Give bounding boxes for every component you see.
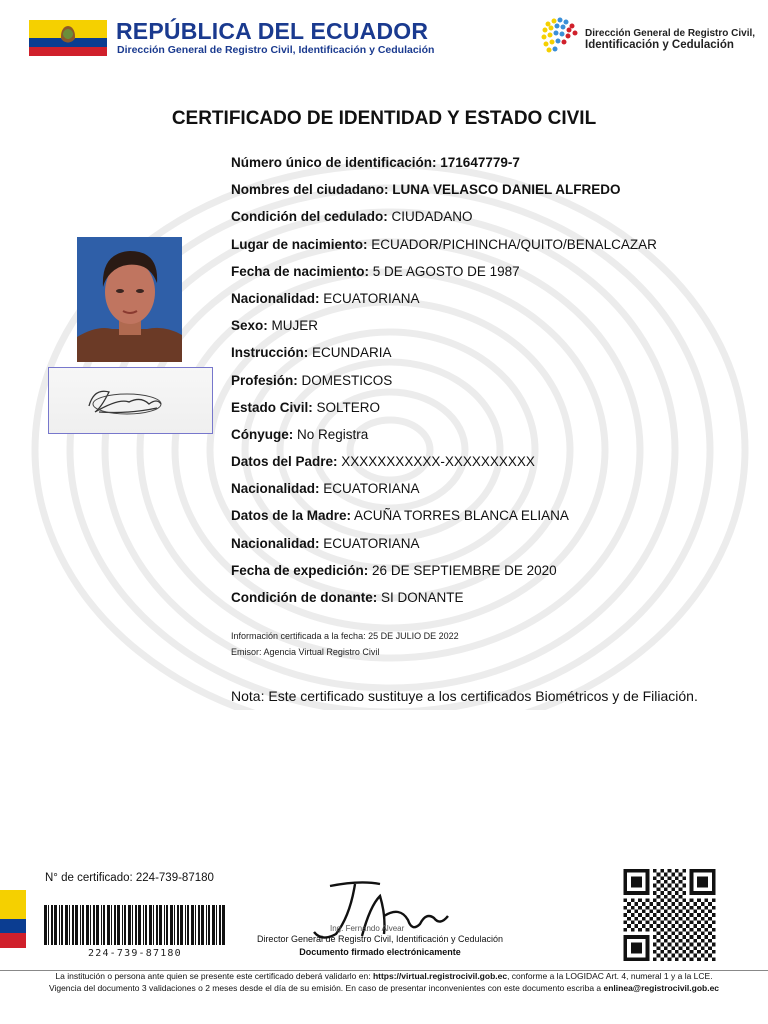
field-row xyxy=(231,398,751,425)
field-label: Datos de la Madre: xyxy=(231,508,352,524)
support-email-link[interactable]: enlinea@registrocivil.gob.ec xyxy=(603,983,720,993)
qr-code xyxy=(621,869,718,961)
field-label: Condición de donante: xyxy=(231,590,378,605)
field-value: XXXXXXXXXXX-XXXXXXXXXX xyxy=(337,454,535,470)
field-value: 5 DE AGOSTO DE 1987 xyxy=(369,263,520,279)
field-row xyxy=(231,479,751,506)
field-row xyxy=(231,235,751,262)
field-row xyxy=(231,316,751,343)
field-label: Nacionalidad: xyxy=(231,481,320,497)
field-label: Número único de identificación: xyxy=(231,155,437,170)
field-value: DOMESTICOS xyxy=(297,372,393,388)
field-value: 171647779-7 xyxy=(436,155,520,170)
field-label: Fecha de expedición: xyxy=(231,562,369,578)
validation-link[interactable]: https://virtual.registrocivil.gob.ec xyxy=(372,971,508,981)
field-row xyxy=(231,371,751,398)
agency-subtitle: Dirección General de Registro Civil, Identificación y Cedulación xyxy=(117,44,435,56)
field-value: ECUADOR/PICHINCHA/QUITO/BENALCAZAR xyxy=(367,236,657,252)
field-value: SOLTERO xyxy=(312,399,381,415)
citizen-signature-box xyxy=(48,367,213,434)
field-row xyxy=(231,534,751,561)
field-value: ECUATORIANA xyxy=(319,535,420,551)
director-title: Director General de Registro Civil, Identificación y Cedulación xyxy=(256,934,504,944)
certified-date: Información certificada a la fecha: 25 DE JULIO DE 2022 xyxy=(231,631,459,641)
field-row xyxy=(231,262,751,289)
field-row xyxy=(231,588,751,615)
field-value: No Registra xyxy=(293,426,369,442)
identity-fields xyxy=(231,153,751,615)
field-value: MUJER xyxy=(267,318,319,334)
field-label: Lugar de nacimiento: xyxy=(231,236,368,252)
field-row xyxy=(231,180,751,207)
signer-name: Ing. Fernando Alvear xyxy=(330,924,405,933)
validation-text: La institución o persona ante quien se presente este certificado deberá validarlo en: xyxy=(55,971,373,981)
field-label: Instrucción: xyxy=(231,345,309,361)
field-label: Sexo: xyxy=(231,318,268,334)
citizen-photo xyxy=(77,237,182,362)
field-value: LUNA VELASCO DANIEL ALFREDO xyxy=(388,182,621,198)
logo-text-line1: Dirección General de Registro Civil, xyxy=(585,28,756,39)
citizen-signature xyxy=(49,368,212,433)
certificate-number: N° de certificado: 224-739-87180 xyxy=(45,872,214,884)
field-value: ACUÑA TORRES BLANCA ELIANA xyxy=(351,508,569,524)
field-label: Nombres del ciudadano: xyxy=(231,182,389,198)
field-label: Nacionalidad: xyxy=(231,535,320,551)
country-title: REPÚBLICA DEL ECUADOR xyxy=(116,18,429,44)
field-row xyxy=(231,289,751,316)
field-row xyxy=(231,207,751,234)
note-text: Nota: Este certificado sustituye a los certificados Biométricos y de Filiación. xyxy=(231,688,698,704)
logo-text-line2: Identificación y Cedulación xyxy=(585,39,734,51)
field-value: CIUDADANO xyxy=(387,209,473,225)
field-label: Fecha de nacimiento: xyxy=(231,263,370,279)
field-label: Condición del cedulado: xyxy=(231,209,388,225)
field-label: Profesión: xyxy=(231,372,298,388)
field-row xyxy=(231,153,751,180)
field-label: Cónyuge: xyxy=(231,426,294,442)
field-label: Nacionalidad: xyxy=(231,290,320,306)
field-value: ECUATORIANA xyxy=(319,290,420,306)
field-row xyxy=(231,452,751,479)
validity-notice xyxy=(0,983,768,993)
document-title: CERTIFICADO DE IDENTIDAD Y ESTADO CIVIL xyxy=(171,108,597,129)
barcode-number: 224-739-87180 xyxy=(88,948,182,959)
validity-text: Vigencia del documento 3 validaciones o 2 meses desde el día de su emisión. En caso de presentar inconvenientes con este documento escriba a xyxy=(48,983,604,993)
field-row xyxy=(231,425,751,452)
validation-notice xyxy=(0,971,768,981)
registro-civil-logo-icon xyxy=(536,14,584,60)
field-value: 26 DE SEPTIEMBRE DE 2020 xyxy=(368,562,557,578)
field-value: ECUNDARIA xyxy=(308,345,392,361)
field-row xyxy=(231,343,751,370)
ecuador-flag-icon xyxy=(29,20,107,56)
field-value: ECUATORIANA xyxy=(319,481,420,497)
field-row xyxy=(231,506,751,533)
field-row xyxy=(231,561,751,588)
field-label: Datos del Padre: xyxy=(231,454,338,470)
field-label: Estado Civil: xyxy=(231,399,313,415)
validation-text-end: , conforme a la LOGIDAC Art. 4, numeral 1 y a la LCE. xyxy=(507,971,713,981)
barcode xyxy=(42,905,228,951)
issuer: Emisor: Agencia Virtual Registro Civil xyxy=(231,647,380,657)
field-value: SI DONANTE xyxy=(377,590,464,605)
signed-electronically-note: Documento firmado electrónicamente xyxy=(299,947,461,957)
